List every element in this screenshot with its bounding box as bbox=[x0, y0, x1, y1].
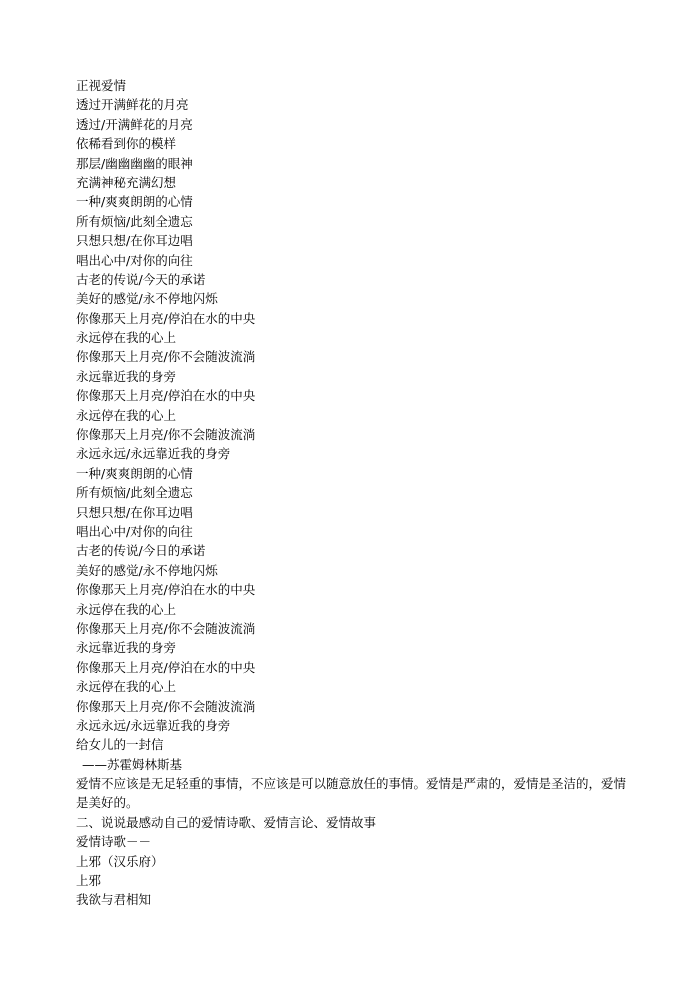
poem-lines bbox=[76, 76, 626, 755]
attribution: ——苏霍姆林斯基 bbox=[82, 756, 183, 772]
text-line-14: 你像那天上月亮/你不会随波流淌 bbox=[76, 349, 256, 365]
text-line-29: 永远靠近我的身旁 bbox=[76, 640, 177, 656]
text-line-15: 永远靠近我的身旁 bbox=[76, 368, 177, 384]
text-line-3: 依稀看到你的模样 bbox=[76, 136, 177, 152]
text-line-23: 唱出心中/对你的向往 bbox=[76, 523, 193, 539]
text-line-1: 透过开满鲜花的月亮 bbox=[76, 97, 189, 113]
text-line-10: 古老的传说/今天的承诺 bbox=[76, 271, 206, 287]
text-line-31: 永远停在我的心上 bbox=[76, 679, 177, 695]
text-line-28: 你像那天上月亮/你不会随波流淌 bbox=[76, 620, 256, 636]
text-line-5: 充满神秘充满幻想 bbox=[76, 174, 177, 190]
text-line-30: 你像那天上月亮/停泊在水的中央 bbox=[76, 659, 256, 675]
document-page bbox=[76, 76, 626, 910]
section-lines bbox=[76, 813, 626, 910]
text-line-25: 美好的感觉/永不停地闪烁 bbox=[76, 562, 218, 578]
text-line-16: 你像那天上月亮/停泊在水的中央 bbox=[76, 388, 256, 404]
text-line-2: 透过/开满鲜花的月亮 bbox=[76, 116, 193, 132]
text-line-17: 永远停在我的心上 bbox=[76, 407, 177, 423]
text-line-4: 那层/幽幽幽幽的眼神 bbox=[76, 155, 193, 171]
text-line-32: 你像那天上月亮/你不会随波流淌 bbox=[76, 698, 256, 714]
text-line-22: 只想只想/在你耳边唱 bbox=[76, 504, 193, 520]
text-line-12: 你像那天上月亮/停泊在水的中央 bbox=[76, 310, 256, 326]
text-line-6: 一种/爽爽朗朗的心情 bbox=[76, 194, 193, 210]
text-line-0: 正视爱情 bbox=[76, 78, 127, 93]
text-line-19: 永远永远/永远靠近我的身旁 bbox=[76, 446, 231, 462]
text-line-18: 你像那天上月亮/你不会随波流淌 bbox=[76, 427, 256, 443]
section-line-2: 上邪（汉乐府） bbox=[76, 853, 164, 869]
text-line-8: 只想只想/在你耳边唱 bbox=[76, 233, 193, 249]
quote-paragraph: 爱情不应该是无足轻重的事情，不应该是可以随意放任的事情。爱情是严肃的，爱情是圣洁的，爱情是美好的。 bbox=[76, 776, 627, 811]
text-line-21: 所有烦恼/此刻全遗忘 bbox=[76, 485, 193, 501]
section-line-4: 我欲与君相知 bbox=[76, 892, 152, 908]
text-line-13: 永远停在我的心上 bbox=[76, 330, 177, 346]
text-line-20: 一种/爽爽朗朗的心情 bbox=[76, 465, 193, 481]
text-line-33: 永远永远/永远靠近我的身旁 bbox=[76, 717, 231, 733]
text-line-27: 永远停在我的心上 bbox=[76, 601, 177, 617]
text-line-9: 唱出心中/对你的向往 bbox=[76, 252, 193, 268]
text-line-24: 古老的传说/今日的承诺 bbox=[76, 543, 206, 559]
section-line-1: 爱情诗歌－－ bbox=[76, 834, 152, 850]
section-line-3: 上邪 bbox=[76, 873, 102, 889]
text-line-7: 所有烦恼/此刻全遗忘 bbox=[76, 213, 193, 229]
text-line-34: 给女儿的一封信 bbox=[76, 737, 164, 753]
section-line-0: 二、说说最感动自己的爱情诗歌、爱情言论、爱情故事 bbox=[76, 814, 377, 830]
text-line-11: 美好的感觉/永不停地闪烁 bbox=[76, 291, 218, 307]
text-line-26: 你像那天上月亮/停泊在水的中央 bbox=[76, 582, 256, 598]
